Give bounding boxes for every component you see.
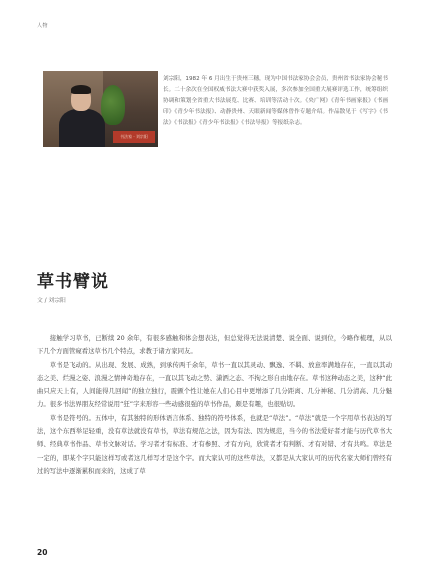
section-label: 人物	[37, 23, 49, 29]
page-number: 20	[37, 548, 48, 557]
author-photo	[43, 71, 158, 147]
article-title: 草书臂说	[37, 272, 109, 292]
paragraph: 草书是飞动的。从出现、发展、成熟，到承传两千余年，草书一直以其灵动、飘逸、不羁、放意率满地存在，一直以其动态之美、烂漫之姿、浪漫之情神奇地存在，一直以其飞动之势、潇洒之态、不拘之形自由地存在。草书这种动态之美，这种“此曲只应天上有，人间能得几回闻”的独立独行，震颤个性让她在人们心目中更增添了几分距离、几分神秘、几分清高、几分魅力。很多书法界朋友经常说用“狂”字来形容一些动感很强的草书作品，颇是有趣，也很贴切。	[37, 360, 392, 409]
author-bio: 刘宗阳，1982 年 6 月出生于贵州三穗，现为中国书法家协会会员，贵州省书法家协会秘书长。二十余次在全国权威书法大赛中获奖入展，多次参加全国重大展赛评选工作，统筹组织协调和策划全省重大书法展览、比赛、培训等活动十次。《央广网》《青年书画家报》《书画印》《青少年书法报》、动静贵州、天眼新闻等媒体曾作专题介绍。作品散见于《写字》《书法》《书法报》《青少年书法报》《书法导报》等报纸杂志。	[163, 76, 388, 126]
paragraph: 接触学习草书，已断续 20 余年，有很多感触和体会想表达，但总觉得无法说清楚、说全面、说到位，今略作梳理，从以下几个方面管窥看这草书几个特点，求教于诸方家同友。	[37, 334, 392, 356]
photo-nameplate: 书法家 · 刘宗阳	[113, 131, 155, 143]
article-byline: 文 / 刘宗阳	[37, 298, 66, 304]
paragraph: 草书是符号的。五体中，有其独特的形体语言体系、独特的符号体系，也就是“草法”。“草法”就是一个字用草书表达的写法，这个东西举足轻重，没有草法就没有草书，草法有规范之法，因为有法、因为规范，当今的书法爱好者才能与历代草书大师、经典草书作品、草书文脉对话。学习者才有标准、才有参照、才有方向，欣赏者才有判断、才有对错、才有共鸣。草法是一定的，即某个字只能这样写或者这几样写才是这个字。而大家认可的这些草法，又都是从大家认可的历代名家大师们曾经有过的写法中逐渐累积而来的，这成了草	[37, 413, 392, 475]
article-body	[37, 332, 392, 478]
